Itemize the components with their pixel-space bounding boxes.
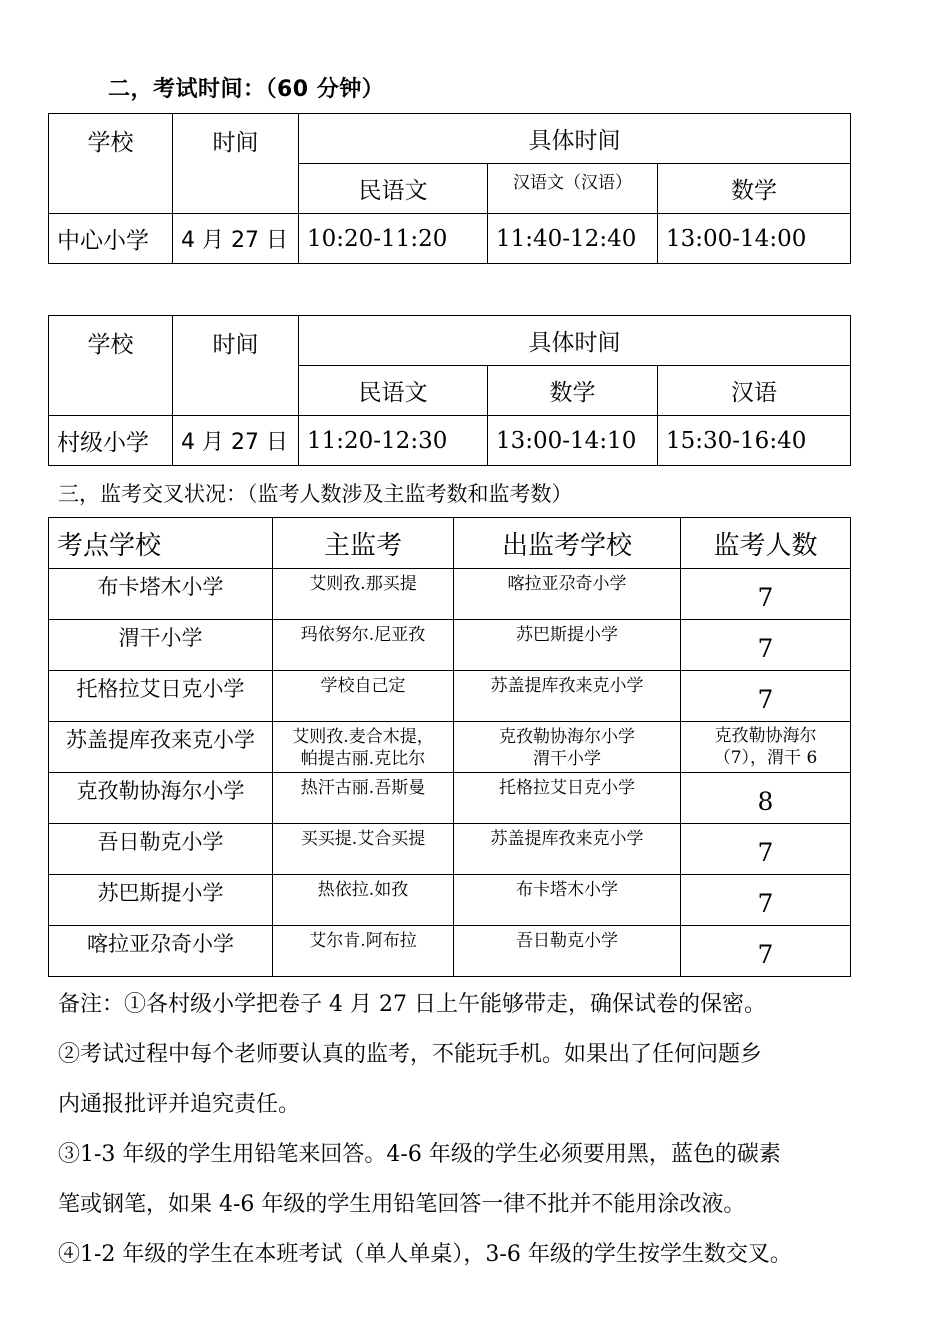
header-detail-time: 具体时间: [299, 114, 851, 164]
proctor-count-cell: 8: [681, 773, 851, 824]
exam-school-cell: 吾日勒克小学: [49, 824, 273, 875]
exam-school-cell: 苏巴斯提小学: [49, 875, 273, 926]
chief-proctor-cell: 热依拉.如孜: [273, 875, 454, 926]
header-school: 学校: [49, 316, 173, 416]
exam-school-cell: 布卡塔木小学: [49, 569, 273, 620]
remark-line: 备注：①各村级小学把卷子 4 月 27 日上午能够带走，确保试卷的保密。: [58, 992, 766, 1017]
exam-school-cell: 克孜勒协海尔小学: [49, 773, 273, 824]
header-exam-school: 考点学校: [49, 518, 273, 569]
remark-line: 内通报批评并追究责任。: [58, 1092, 301, 1117]
time-cell: 15:30-16:40: [658, 416, 851, 466]
chief-proctor-line: 艾则孜.麦合木提，: [292, 727, 434, 747]
school-cell: 村级小学: [49, 416, 173, 466]
from-school-cell: [454, 722, 681, 773]
proctor-count-cell: 7: [681, 926, 851, 977]
proctor-count-cell: 7: [681, 620, 851, 671]
table-row: [49, 824, 851, 875]
header-from-school: 出监考学校: [454, 518, 681, 569]
proctor-section-title: 三，监考交叉状况：（监考人数涉及主监考数和监考数）: [58, 482, 573, 506]
subject-cell: 民语文: [299, 164, 488, 214]
chief-proctor-cell: [273, 722, 454, 773]
table-row: [49, 773, 851, 824]
proctor-count-cell: 7: [681, 824, 851, 875]
time-cell: 13:00-14:00: [658, 214, 851, 264]
chief-proctor-line: 帕提古丽.克比尔: [300, 749, 426, 770]
time-cell: 10:20-11:20: [299, 214, 488, 264]
chief-proctor-cell: 艾则孜.那买提: [273, 569, 454, 620]
from-school-line: 渭干小学: [533, 749, 601, 770]
school-cell: 中心小学: [49, 214, 173, 264]
proctor-count-cell: [681, 722, 851, 773]
remark-line: ③1-3 年级的学生用铅笔来回答。4-6 年级的学生必须要用黑，蓝色的碳素: [58, 1142, 781, 1167]
from-school-cell: 吾日勒克小学: [454, 926, 681, 977]
header-chief-proctor: 主监考: [273, 518, 454, 569]
subject-cell: 数学: [658, 164, 851, 214]
table-row: [49, 926, 851, 977]
table-row: [49, 875, 851, 926]
exam-time-heading: 二，考试时间：（60 分钟）: [108, 77, 385, 102]
proctor-count-cell: 7: [681, 569, 851, 620]
chief-proctor-cell: 艾尔肯.阿布拉: [273, 926, 454, 977]
chief-proctor-cell: 热汗古丽.吾斯曼: [273, 773, 454, 824]
from-school-cell: 苏盖提库孜来克小学: [454, 824, 681, 875]
header-time: 时间: [173, 114, 299, 214]
schedule-table-central: [48, 113, 851, 264]
header-proctor-count: 监考人数: [681, 518, 851, 569]
exam-school-cell: 苏盖提库孜来克小学: [49, 722, 273, 773]
subject-cell: 汉语: [658, 366, 851, 416]
proctor-table: [48, 517, 851, 977]
table-row: [49, 620, 851, 671]
remark-line: ②考试过程中每个老师要认真的监考，不能玩手机。如果出了任何问题乡: [58, 1042, 763, 1067]
from-school-cell: 托格拉艾日克小学: [454, 773, 681, 824]
remarks: [58, 980, 898, 1280]
proctor-count-cell: 7: [681, 671, 851, 722]
table-row: [49, 722, 851, 773]
from-school-cell: 喀拉亚尕奇小学: [454, 569, 681, 620]
table-row: [49, 569, 851, 620]
date-cell: 4 月 27 日: [173, 416, 299, 466]
time-cell: 13:00-14:10: [488, 416, 658, 466]
header-detail-time: 具体时间: [299, 316, 851, 366]
time-cell: 11:20-12:30: [299, 416, 488, 466]
remark-line: ④1-2 年级的学生在本班考试（单人单桌），3-6 年级的学生按学生数交叉。: [58, 1242, 792, 1267]
chief-proctor-cell: 买买提.艾合买提: [273, 824, 454, 875]
date-cell: 4 月 27 日: [173, 214, 299, 264]
subject-cell: 数学: [488, 366, 658, 416]
from-school-cell: 苏盖提库孜来克小学: [454, 671, 681, 722]
exam-school-cell: 喀拉亚尕奇小学: [49, 926, 273, 977]
subject-cell: 民语文: [299, 366, 488, 416]
header-school: 学校: [49, 114, 173, 214]
chief-proctor-cell: 玛依努尔.尼亚孜: [273, 620, 454, 671]
chief-proctor-cell: 学校自己定: [273, 671, 454, 722]
exam-school-cell: 托格拉艾日克小学: [49, 671, 273, 722]
exam-school-cell: 渭干小学: [49, 620, 273, 671]
from-school-cell: 苏巴斯提小学: [454, 620, 681, 671]
time-cell: 11:40-12:40: [488, 214, 658, 264]
proctor-count-cell: 7: [681, 875, 851, 926]
subject-cell: 汉语文（汉语）: [488, 164, 658, 214]
proctor-count-line: （7），渭干 6: [713, 748, 818, 769]
remark-line: 笔或钢笔，如果 4-6 年级的学生用铅笔回答一律不批并不能用涂改液。: [58, 1192, 746, 1217]
table-row: [49, 671, 851, 722]
schedule-table-village: [48, 315, 851, 466]
header-time: 时间: [173, 316, 299, 416]
proctor-count-line: 克孜勒协海尔: [714, 726, 817, 746]
from-school-line: 克孜勒协海尔小学: [499, 727, 635, 747]
from-school-cell: 布卡塔木小学: [454, 875, 681, 926]
